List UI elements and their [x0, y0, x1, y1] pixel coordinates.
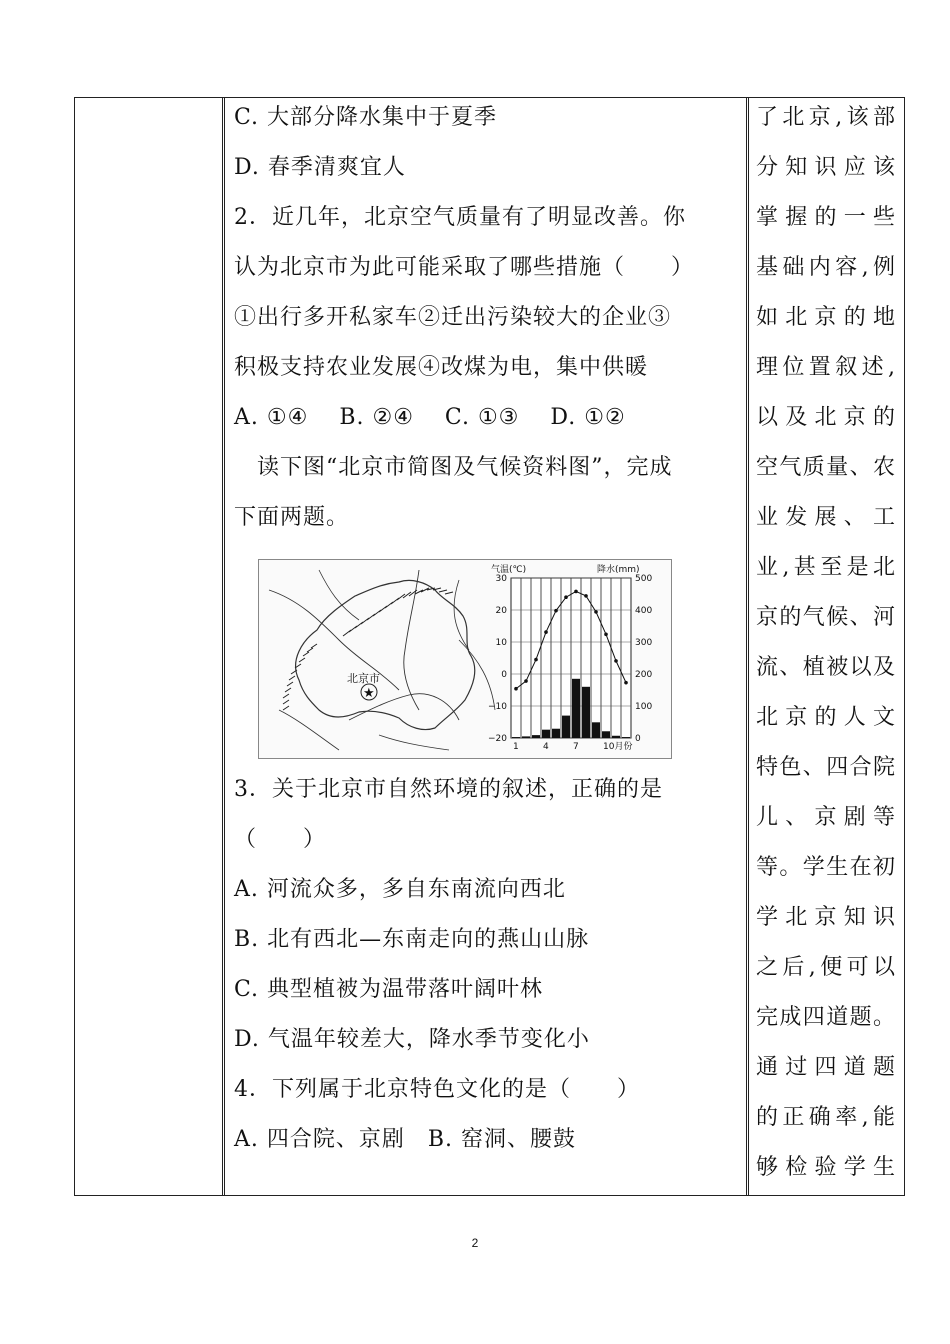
- commentary-line: 基础内容,例: [756, 255, 896, 280]
- precip-bar: [622, 737, 630, 738]
- temperature-point: [544, 630, 548, 634]
- map-river: [459, 640, 495, 710]
- precip-bar: [592, 722, 600, 738]
- temp-axis-title: 气温(℃): [491, 565, 527, 575]
- commentary-line: 特色、四合院: [756, 755, 896, 780]
- precip-bar: [512, 737, 520, 738]
- temp-tick-label: −10: [488, 702, 507, 712]
- option-line: C. 大部分降水集中于夏季: [234, 105, 498, 130]
- precip-bar: [522, 736, 530, 738]
- commentary-line: 北京的人文: [756, 705, 896, 730]
- precip-tick-label: 500: [635, 574, 653, 584]
- precip-bar: [582, 687, 590, 738]
- temp-tick-label: 0: [501, 670, 507, 680]
- month-tick-label: 4: [543, 742, 549, 752]
- commentary-line: 分知识应该: [756, 155, 896, 180]
- map-boundary: [296, 580, 475, 729]
- commentary-line: 通过四道题: [756, 1055, 896, 1080]
- precip-bar: [572, 679, 580, 738]
- column-divider-2: [746, 97, 747, 1196]
- commentary-line: 儿、京剧等: [756, 805, 896, 830]
- lesson-table: [74, 97, 905, 1196]
- column-divider-1b: [224, 97, 225, 1196]
- table-top-border: [74, 97, 905, 98]
- temperature-point: [514, 687, 518, 691]
- commentary-line: 空气质量、农: [756, 455, 896, 480]
- month-tick-label: 1: [513, 742, 519, 752]
- precip-tick-label: 0: [635, 734, 641, 744]
- column-divider-2b: [748, 97, 749, 1196]
- commentary-line: 如北京的地: [756, 305, 896, 330]
- temperature-point: [554, 609, 558, 613]
- temperature-point: [624, 681, 628, 685]
- commentary-line: 够检验学生: [756, 1155, 896, 1180]
- question-line: ①出行多开私家车②迁出污染较大的企业③: [234, 305, 672, 330]
- commentary-line: 理位置叙述,: [756, 355, 896, 380]
- temperature-point: [564, 595, 568, 599]
- option-line: A. 河流众多，多自东南流向西北: [234, 877, 566, 902]
- commentary-line: 业,甚至是北: [756, 555, 896, 580]
- month-tick-label: 7: [573, 742, 579, 752]
- option-line: A. ①④ B. ②④ C. ①③ D. ①②: [234, 405, 626, 430]
- precip-bar: [542, 730, 550, 738]
- option-line: D. 气温年较差大，降水季节变化小: [234, 1027, 590, 1052]
- star-icon: ★: [363, 686, 375, 701]
- temp-tick-label: −20: [488, 734, 507, 744]
- option-line: A. 四合院、京剧 B. 窑洞、腰鼓: [234, 1127, 577, 1152]
- temperature-point: [534, 658, 538, 662]
- option-line: B. 北有西北—东南走向的燕山山脉: [234, 927, 590, 952]
- temp-tick-label: 30: [495, 574, 507, 584]
- option-line: D. 春季清爽宜人: [234, 155, 406, 180]
- precip-tick-label: 300: [635, 638, 653, 648]
- commentary-line: 等。学生在初: [756, 855, 896, 880]
- temp-tick-label: 20: [495, 606, 507, 616]
- commentary-line: 掌握的一些: [756, 205, 896, 230]
- map-river: [319, 570, 359, 620]
- precip-bar: [562, 716, 570, 738]
- table-left-border: [74, 97, 75, 1196]
- climate-chart: [488, 563, 652, 752]
- precip-bar: [612, 736, 620, 738]
- temperature-point: [524, 679, 528, 683]
- precip-bar: [552, 729, 560, 738]
- precip-bar: [602, 731, 610, 738]
- precip-axis-title: 降水(mm): [597, 565, 640, 575]
- option-line: C. 典型植被为温带落叶阔叶林: [234, 977, 544, 1002]
- question-line: （ ）: [234, 827, 327, 852]
- table-right-border: [904, 97, 905, 1196]
- temperature-point: [584, 594, 588, 598]
- map-river: [404, 570, 419, 710]
- commentary-line: 业发展、工: [756, 505, 896, 530]
- precip-bar: [532, 735, 540, 738]
- question-line: 4．下列属于北京特色文化的是（ ）: [234, 1077, 640, 1102]
- commentary-line: 学北京知识: [756, 905, 896, 930]
- instruction-line: 下面两题。: [234, 505, 350, 530]
- instruction-line: 读下图“北京市简图及气候资料图”，完成: [234, 455, 673, 480]
- table-bottom-border: [74, 1195, 905, 1196]
- question-line: 积极支持农业发展④改煤为电，集中供暖: [234, 355, 649, 380]
- page-number: 2: [471, 1236, 479, 1250]
- precip-tick-label: 200: [635, 670, 653, 680]
- beijing-map-climate-figure: [258, 559, 672, 759]
- column-divider-1: [222, 97, 223, 1196]
- temp-tick-label: 10: [495, 638, 507, 648]
- question-line: 3．关于北京市自然环境的叙述，正确的是: [234, 777, 663, 802]
- commentary-line: 了北京,该部: [756, 105, 896, 130]
- temperature-point: [604, 633, 608, 637]
- month-tick-label: 10月份: [603, 742, 633, 752]
- figure-svg: [259, 560, 671, 758]
- precip-tick-label: 100: [635, 702, 653, 712]
- precip-tick-label: 400: [635, 606, 653, 616]
- question-line: 2．近几年，北京空气质量有了明显改善。你: [234, 205, 686, 230]
- map-city-label: 北京市: [347, 672, 380, 685]
- temperature-point: [574, 590, 578, 594]
- temperature-point: [614, 659, 618, 663]
- question-line: 认为北京市为此可能采取了哪些措施（ ）: [234, 255, 695, 280]
- commentary-line: 的正确率,能: [756, 1105, 896, 1130]
- commentary-line: 京的气候、河: [756, 605, 896, 630]
- commentary-line: 完成四道题。: [756, 1005, 896, 1030]
- commentary-line: 以及北京的: [756, 405, 896, 430]
- commentary-line: 之后,便可以: [756, 955, 896, 980]
- commentary-line: 流、植被以及: [756, 655, 896, 680]
- map-river: [379, 735, 449, 750]
- temperature-point: [594, 610, 598, 614]
